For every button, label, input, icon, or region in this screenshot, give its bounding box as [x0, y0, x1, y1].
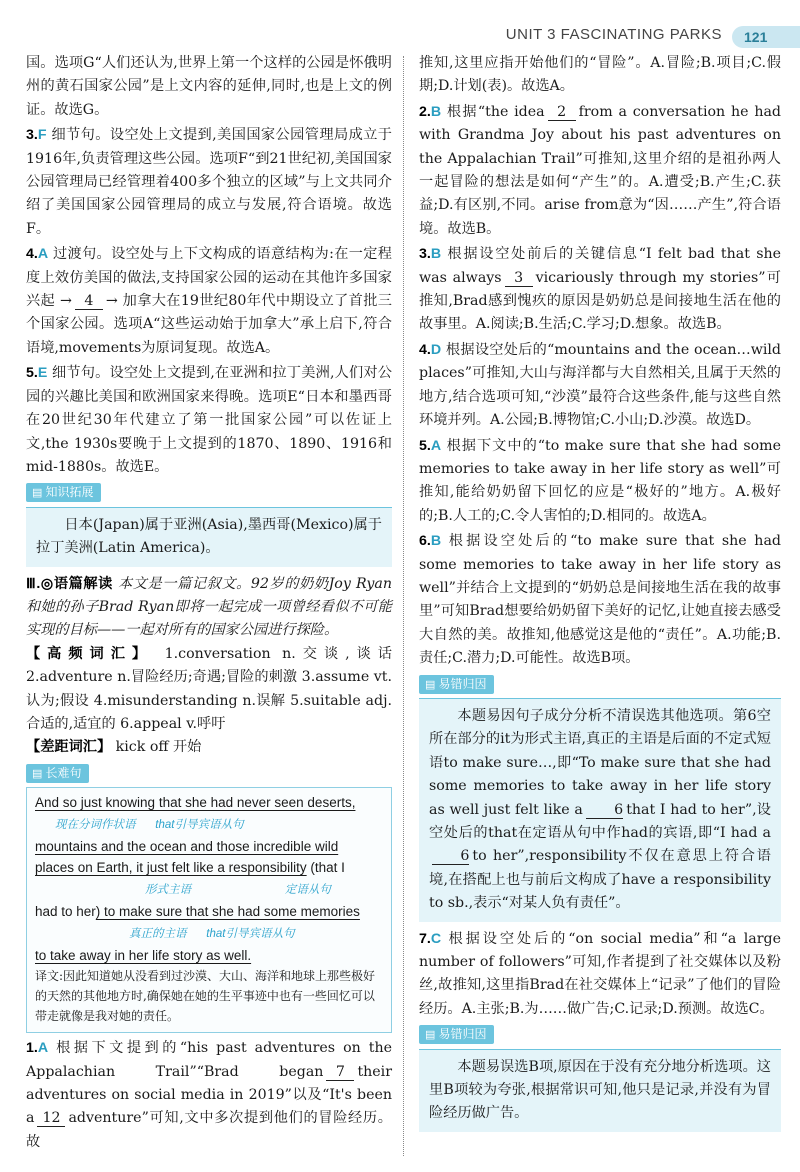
item-number: 3.: [26, 127, 38, 144]
item-number: 6.: [419, 533, 431, 550]
section-summary: 本文是一篇记叙文。92岁的奶奶Joy Ryan和她的孙子Brad Ryan即将一起完成一项曾经看似不可能实现的目标——一起对所有的国家公园进行探险。: [26, 575, 392, 639]
section-heading: Ⅲ.◎语篇解读: [26, 575, 113, 592]
vocab-heading: 【差距词汇】: [26, 739, 112, 756]
answer-letter: C: [430, 930, 442, 947]
answer-2-right: [419, 101, 781, 241]
grammar-note: that引导宾语从句: [206, 928, 295, 941]
left-column: [26, 52, 392, 1154]
item-number: 1.: [26, 1040, 38, 1057]
paragraph-intro: 国。选项G“人们还认为,世界上第一个这样的公园是怀俄明州的黄石国家公园”是上文内容的延伸,同时,也是上文的例证。故选G。: [26, 55, 392, 118]
answer-6-right: [419, 530, 781, 670]
vocab-text: kick off 开始: [115, 739, 202, 756]
sentence-line: (that I: [310, 860, 345, 876]
explanation-text: 根据设空处后的“on social media”和“a large number of followers”可知,作者提到了社交媒体以及粉丝,故推知,这里指Brad在社交媒体上“记录”了他们的冒险经历。A.主张;B.为……做广告;C.记录;D.预测。故选C。: [419, 930, 781, 1017]
sentence-line: had to her: [35, 904, 96, 920]
explanation-text: 根据“the idea: [446, 103, 545, 120]
explanation-text: 根据设空处后的“mountains and the ocean…wild places”可推知,大山与海洋都与大自然相关,且属于天然的地方,结合选项可知,“沙漠”最符合这些条件,能与这些自然环境并列。A.公园;B.博物馆;C.小山;D.沙漠。故选D。: [419, 341, 781, 429]
knowledge-box: [26, 507, 392, 567]
explanation-text: → 加拿大在19世纪80年代中期设立了首批三个国家公园。选项A“这些运动始于加拿大”承上启下,符合语境,movements为原词复现。故选A。: [26, 293, 392, 356]
answer-letter: A: [37, 1040, 49, 1057]
answer-letter: B: [430, 246, 442, 263]
section-3-intro: [26, 573, 392, 643]
answer-5-right: [419, 435, 781, 529]
answer-7-right: [419, 928, 781, 1022]
long-sentence-tag: ▤ 长难句: [26, 764, 89, 783]
vocab-text: 1.conversation n.交谈,谈话 2.adventure n.冒险经历;奇遇;冒险的刺激 3.assume vt.认为;假设 4.misunderstanding n.误解 5.suitable adj.合适的,适宜的 6.appeal v.呼吁: [26, 645, 392, 732]
answer-3-right: [419, 243, 781, 337]
error-tag: ▤ 易错归因: [419, 1025, 494, 1044]
item-number: 4.: [26, 246, 38, 263]
knowledge-text: 日本(Japan)属于亚洲(Asia),墨西哥(Mexico)属于拉丁美洲(Latin America)。: [36, 516, 382, 557]
explanation-text: 根据设空处后的“to make sure that she had some memories to take away in her life story as well”并结合上文提到的“奶奶总是间接地生活在我的故事里”可知Brad想要给奶奶留下美好的记忆,让她直接去感受大自然的美。故推知,他感觉这是他的“责任”。A.功能;B.责任;C.潜力;D.可能性。故选B项。: [419, 533, 781, 667]
blank-number: 12: [37, 1110, 65, 1127]
sentence-line: ) to make sure that she had some memories: [95, 904, 360, 920]
answer-letter: B: [430, 103, 442, 120]
sentence-line: mountains and the ocean and those incredible wild: [35, 839, 339, 855]
blank-number: 2: [548, 104, 576, 121]
error-text-part: that I had to her”,设空处后的that在定语从句中作had的宾语,即“I had a: [429, 801, 771, 841]
page-header: [505, 26, 800, 48]
translation: 译文:因此知道她从没看到过沙漠、大山、海洋和地球上那些极好的天然的其他地方时,确保她在她的生平事迹中也有一些回忆可以带走就像是我对她的责任。: [35, 969, 376, 1024]
blank-number: 6: [432, 848, 469, 865]
paragraph-continued: 推知,这里应指开始他们的“冒险”。A.冒险;B.项目;C.假期;D.计划(表)。故选A。: [419, 55, 781, 95]
sentence-line: to take away in her life story as well.: [35, 948, 252, 964]
page-number: 121: [732, 26, 800, 48]
grammar-note: 形式主语: [145, 884, 191, 897]
vocab-heading: 【高频词汇】: [26, 645, 154, 662]
answer-1-left: [26, 1037, 392, 1154]
knowledge-tag: ▤ 知识拓展: [26, 483, 101, 502]
blank-number: 3: [505, 270, 533, 287]
item-number: 4.: [419, 341, 431, 358]
right-column: [419, 52, 781, 1132]
blank-number: 4: [75, 293, 103, 310]
explanation-text: 根据设空处前后的关键信息“I felt bad that she was always: [419, 246, 782, 286]
item-number: 5.: [419, 437, 431, 454]
grammar-note: 现在分词作状语: [55, 819, 136, 832]
answer-letter: F: [37, 127, 47, 144]
error-text: 本题易误选B项,原因在于没有充分地分析选项。这里B项较为夸张,根据常识可知,他只是记录,并没有为冒险经历做广告。: [429, 1058, 771, 1122]
answer-letter: A: [430, 437, 442, 454]
explanation-text: vicariously through my stories”可推知,Brad感到愧疚的原因是奶奶总是间接地生活在他的故事里。A.阅读;B.生活;C.学习;D.想象。故选B。: [419, 269, 781, 333]
item-number: 3.: [419, 246, 431, 263]
item-number: 5.: [26, 365, 38, 382]
error-box: [419, 1049, 781, 1132]
error-tag: ▤ 易错归因: [419, 675, 494, 694]
answer-4-right: [419, 339, 781, 433]
answer-letter: E: [37, 365, 48, 382]
sentence-line: places on Earth, it just felt like a responsibility: [35, 860, 307, 876]
blank-number: 7: [326, 1064, 354, 1081]
answer-4-left: [26, 243, 392, 360]
explanation-text: 过渡句。设空处与上下文构成的语意结构为:在一定程度上效仿美国的做法,支持国家公园的运动在其他许多国家兴起 →: [26, 246, 392, 310]
item-number: 2.: [419, 103, 431, 120]
answer-letter: B: [430, 533, 442, 550]
error-text-part: 本题易因句子成分分析不清误选其他选项。第6空所在部分的it为形式主语,真正的主语是后面的不定式短语to make sure…,即“To make sure that she had some memories to take away in her life story as well just felt like a: [429, 707, 771, 818]
answer-5-left: [26, 362, 392, 479]
grammar-note: that引导宾语从句: [155, 819, 244, 832]
grammar-note: 真正的主语: [129, 928, 187, 941]
long-sentence-box: [26, 787, 392, 1033]
explanation-text: 根据下文中的“to make sure that she had some memories to take away in her life story as well”可推知,能给奶奶留下回忆的应是“极好的”地方。A.极好的;B.人工的;C.令人害怕的;D.相同的。故选A。: [419, 437, 781, 524]
explanation-text: adventure”可知,文中多次提到他们的冒险经历。故: [26, 1110, 392, 1150]
error-text: [429, 705, 771, 916]
explanation-text: 根据下文提到的“his past adventures on the Appalachian Trail”“Brad began: [26, 1040, 392, 1080]
explanation-text: their adventures on social media in 2019”以及“It's been a: [26, 1063, 392, 1127]
error-text-part: to her”,responsibility不仅在意思上符合语境,在搭配上也与前后文构成了have a responsibility to sb.,表示“对某人负有责任”。: [429, 848, 771, 912]
error-box: [419, 698, 781, 922]
explanation-text: 细节句。设空处上文提到,在亚洲和拉丁美洲,人们对公园的兴趣比美国和欧洲国家来得晚。选项E“日本和墨西哥在20世纪30年代建立了第一批国家公园”可以佐证上文,the 1930s要晚于上文提到的1870、1890、1916和mid-1880s。故选E。: [26, 365, 392, 475]
unit-title: UNIT 3 FASCINATING PARKS: [505, 26, 722, 43]
answer-letter: A: [37, 246, 49, 263]
answer-3-left: [26, 124, 392, 241]
blank-number: 6: [586, 802, 623, 819]
column-divider: [403, 56, 404, 1156]
item-number: 7.: [419, 930, 431, 947]
explanation-text: from a conversation he had with Grandma Joy about his past adventures on the Appalachian Trail”可推知,这里介绍的是祖孙两人一起冒险的想法是如何“产生”的。A.遭受;B.产生;C.获益;D.有区别,不同。arise from意为“因……产生”,符合语境。故选B。: [419, 103, 781, 237]
answer-letter: D: [430, 341, 442, 358]
explanation-text: 细节句。设空处上文提到,美国国家公园管理局成立于1916年,负责管理这些公园。选项F“到21世纪初,美国国家公园管理局已经管理着400多个独立的区域”与上文共同介绍了美国国家公园管理局的成立与发展,符合语境。故选F。: [26, 127, 392, 237]
sentence-line: And so just knowing that she had never seen deserts,: [35, 795, 356, 811]
vocab-high: [26, 643, 392, 737]
vocab-gap: [26, 736, 392, 759]
grammar-note: 定语从句: [284, 884, 331, 897]
